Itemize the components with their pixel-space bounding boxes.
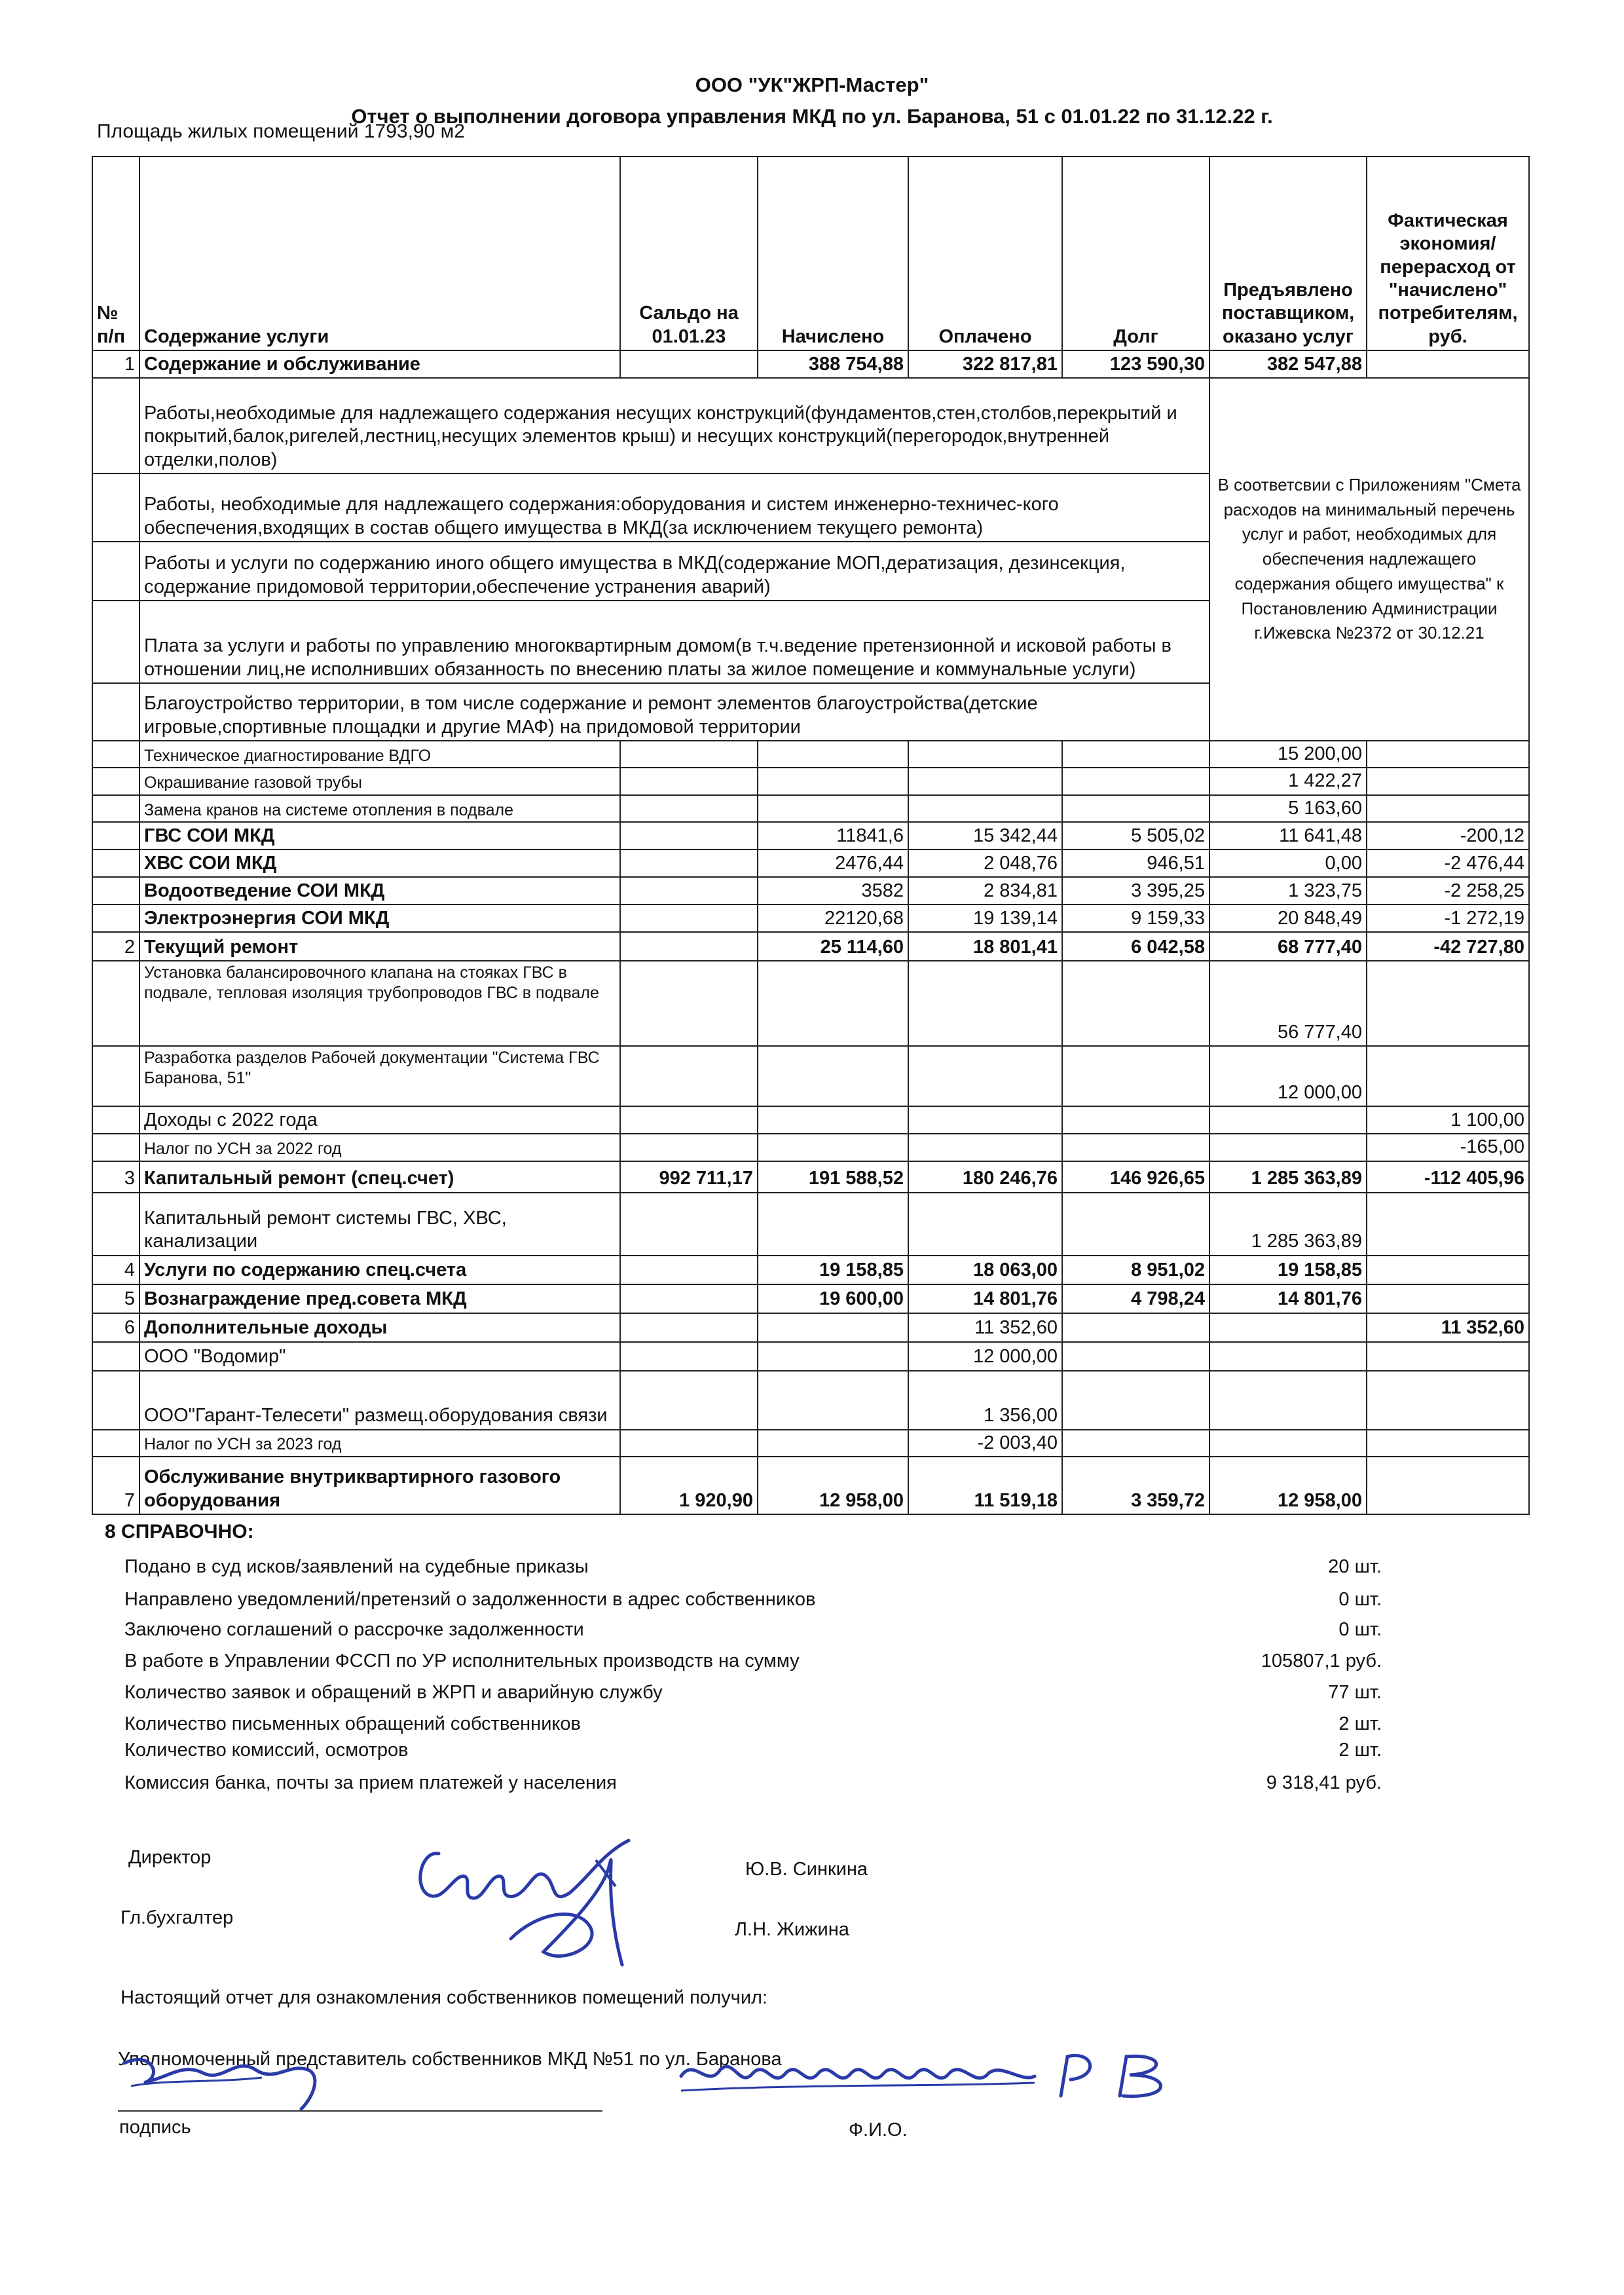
list-item: Количество заявок и обращений в ЖРП и аварийную службу 77 шт. bbox=[124, 1682, 1382, 1703]
table-row: 7 Обслуживание внутриквартирного газового оборудования 1 920,90 12 958,00 11 519,18 3 359,72 12 958,00 bbox=[92, 1457, 1529, 1514]
representative-text: Уполномоченный представитель собственников МКД №51 по ул. Баранова bbox=[118, 2049, 782, 2070]
table-row: Благоустройство территории, в том числе содержание и ремонт элементов благоустройства(детские игровые,спортивные площадки и другие МАФ) на придомовой территории bbox=[92, 683, 1529, 741]
col-paid: Оплачено bbox=[908, 157, 1062, 350]
received-text: Настоящий отчет для ознакомления собственников помещений получил: bbox=[120, 1987, 768, 2008]
accountant-label: Гл.бухгалтер bbox=[120, 1907, 234, 1928]
list-item: Количество комиссий, осмотров 2 шт. bbox=[124, 1740, 1382, 1761]
table-row: ООО"Гарант-Телесети" размещ.оборудования связи 1 356,00 bbox=[92, 1371, 1529, 1430]
table-row: Техническое диагностирование ВДГО 15 200,00 bbox=[92, 741, 1529, 768]
table-row: 3 Капитальный ремонт (спец.счет) 992 711,17 191 588,52 180 246,76 146 926,65 1 285 363,89 -112 405,96 bbox=[92, 1161, 1529, 1193]
table-row: ООО "Водомир" 12 000,00 bbox=[92, 1342, 1529, 1371]
list-item: Комиссия банка, почты за прием платежей у населения 9 318,41 руб. bbox=[124, 1772, 1382, 1793]
col-saldo: Сальдо на 01.01.23 bbox=[620, 157, 758, 350]
table-row: Доходы с 2022 года 1 100,00 bbox=[92, 1106, 1529, 1134]
representative-signature-icon bbox=[111, 2037, 334, 2116]
col-num: № п/п bbox=[92, 157, 139, 350]
table-row: Работы,необходимые для надлежащего содержания несущих конструкций(фундаментов,стен,столбов,перекрытий и покрытий,балок,ригелей,лестниц,несущих элементов крыш) и несущих конструкций(перегородок,внутренней отделки,полов) В соответсвии с Приложениям "Смета расходов на минимальный перечень услуг и работ, необходимых для обеспечения надлежащего содержания общего имущества" к Постановлению Администрации г.Ижевска №2372 от 30.12.21 bbox=[92, 378, 1529, 474]
col-economy: Фактическая экономия/перерасход от "начислено" потребителям, руб. bbox=[1367, 157, 1529, 350]
list-item: Заключено соглашений о рассрочке задолженности 0 шт. bbox=[124, 1619, 1382, 1640]
table-row: Работы и услуги по содержанию иного общего имущества в МКД(содержание МОП,дератизация, дезинсекция, содержание придомовой территории,обеспечение устранения аварий) bbox=[92, 542, 1529, 601]
table-row: Электроэнергия СОИ МКД 22120,68 19 139,14 9 159,33 20 848,49 -1 272,19 bbox=[92, 905, 1529, 932]
col-debt: Долг bbox=[1062, 157, 1209, 350]
table-row: Разработка разделов Рабочей документации "Система ГВС Баранова, 51" 12 000,00 bbox=[92, 1046, 1529, 1106]
table-row: Работы, необходимые для надлежащего содержания:оборудования и систем инженерно-техничес-кого обеспечения,входящих в состав общего имущества в МКД(за исключением текущего ремонта) bbox=[92, 474, 1529, 542]
table-row: Окрашивание газовой трубы 1 422,27 bbox=[92, 768, 1529, 794]
col-service: Содержание услуги bbox=[139, 157, 620, 350]
table-row: 1 Содержание и обслуживание 388 754,88 322 817,81 123 590,30 382 547,88 bbox=[92, 350, 1529, 378]
reference-title: 8 СПРАВОЧНО: bbox=[105, 1521, 254, 1542]
accountant-name: Л.Н. Жижина bbox=[735, 1919, 849, 1940]
fio-label: Ф.И.О. bbox=[849, 2119, 908, 2140]
report-table bbox=[92, 156, 1530, 1515]
table-header bbox=[92, 157, 1529, 350]
table-row: 6 Дополнительные доходы 11 352,60 11 352,60 bbox=[92, 1313, 1529, 1342]
col-presented: Предъявлено поставщиком, оказано услуг bbox=[1209, 157, 1367, 350]
company-name: ООО "УК"ЖРП-Мастер" bbox=[695, 73, 929, 96]
list-item: Направлено уведомлений/претензий о задолженности в адрес собственников 0 шт. bbox=[124, 1589, 1382, 1610]
table-row: Водоотведение СОИ МКД 3582 2 834,81 3 395,25 1 323,75 -2 258,25 bbox=[92, 877, 1529, 905]
sign-label: подпись bbox=[119, 2117, 191, 2138]
director-name: Ю.В. Синкина bbox=[745, 1859, 868, 1880]
director-signature-icon bbox=[393, 1814, 733, 1978]
list-item: Количество письменных обращений собственников 2 шт. bbox=[124, 1713, 1382, 1734]
norm-note: В соответсвии с Приложениям "Смета расходов на минимальный перечень услуг и работ, необходимых для обеспечения надлежащего содержания общего имущества" к Постановлению Администрации г.Ижевска №2372 от 30.12.21 bbox=[1209, 378, 1529, 741]
report-title: Отчет о выполнении договора управления МКД по ул. Баранова, 51 с 01.01.22 по 31.12.22 г. bbox=[351, 105, 1273, 128]
table-row: 4 Услуги по содержанию спец.счета 19 158,85 18 063,00 8 951,02 19 158,85 bbox=[92, 1256, 1529, 1284]
list-item: В работе в Управлении ФССП по УР исполнительных производств на сумму 105807,1 руб. bbox=[124, 1651, 1382, 1671]
living-area: Площадь жилых помещений 1793,90 м2 bbox=[97, 121, 465, 142]
table-row: Замена кранов на системе отопления в подвале 5 163,60 bbox=[92, 795, 1529, 822]
table-row: Налог по УСН за 2022 год -165,00 bbox=[92, 1134, 1529, 1161]
table-row: Капитальный ремонт системы ГВС, ХВС, канализации 1 285 363,89 bbox=[92, 1193, 1529, 1256]
table-row: 5 Вознаграждение пред.совета МКД 19 600,00 14 801,76 4 798,24 14 801,76 bbox=[92, 1284, 1529, 1313]
handwritten-fio-icon bbox=[668, 2043, 1218, 2109]
table-row: Плата за услуги и работы по управлению многоквартирным домом(в т.ч.ведение претензионной и исковой работы в отношении лиц,не исполнивших обязанность по внесению платы за жилое помещение и коммунальные услуги) bbox=[92, 601, 1529, 683]
table-row: 2 Текущий ремонт 25 114,60 18 801,41 6 042,58 68 777,40 -42 727,80 bbox=[92, 932, 1529, 961]
table-row: ХВС СОИ МКД 2476,44 2 048,76 946,51 0,00 -2 476,44 bbox=[92, 849, 1529, 877]
table-row: Установка балансировочного клапана на стояках ГВС в подвале, тепловая изоляция трубопроводов ГВС в подвале 56 777,40 bbox=[92, 961, 1529, 1046]
director-label: Директор bbox=[128, 1847, 212, 1868]
table-row: Налог по УСН за 2023 год -2 003,40 bbox=[92, 1430, 1529, 1457]
list-item: Подано в суд исков/заявлений на судебные приказы 20 шт. bbox=[124, 1556, 1382, 1577]
table-row: ГВС СОИ МКД 11841,6 15 342,44 5 505,02 11 641,48 -200,12 bbox=[92, 822, 1529, 849]
col-charged: Начислено bbox=[758, 157, 908, 350]
